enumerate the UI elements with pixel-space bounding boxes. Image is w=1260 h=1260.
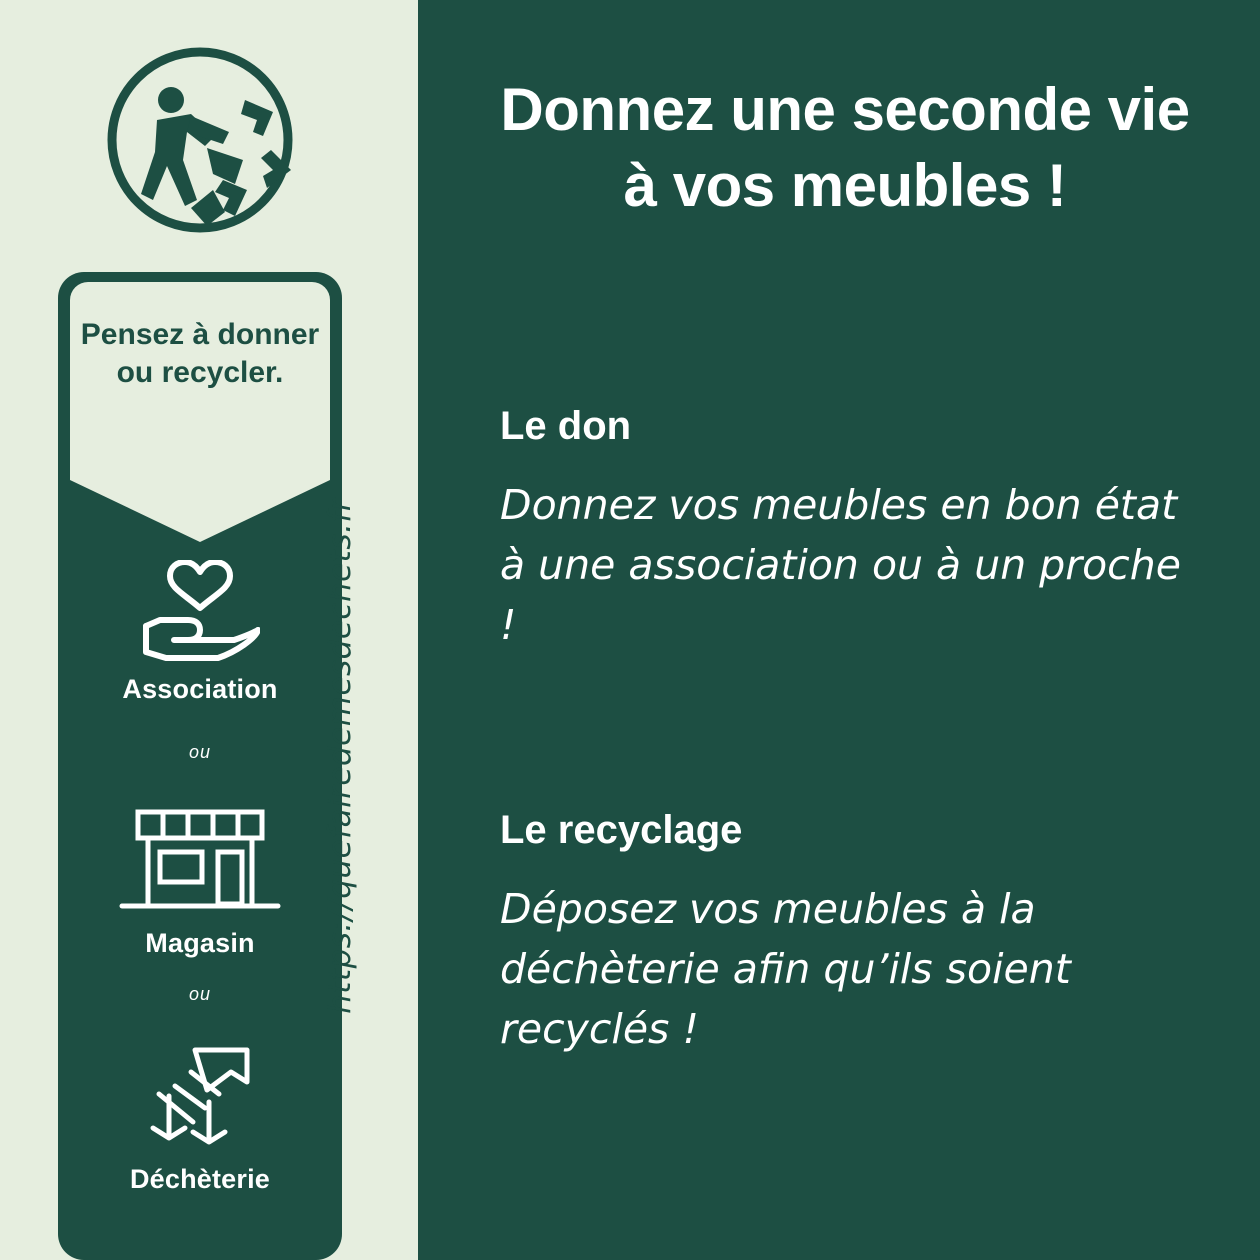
step-label: Association [122, 674, 278, 704]
separator-or: ou [188, 984, 212, 1004]
step-magasin [58, 806, 342, 959]
section-le-recyclage [500, 808, 1200, 1059]
section-title: Le don [500, 404, 632, 448]
callout-pointer [70, 480, 330, 542]
step-label: Magasin [145, 928, 255, 958]
step-association [58, 560, 342, 705]
section-le-don [500, 404, 1200, 655]
steps-card [58, 272, 342, 1260]
step-label: Déchèterie [129, 1164, 271, 1194]
recycling-center-icon [135, 1042, 265, 1154]
step-decheterie [58, 1042, 342, 1195]
callout-bubble [70, 282, 330, 480]
shop-storefront-icon [116, 806, 284, 918]
person-with-recycling-arrows-icon [95, 40, 305, 250]
separator-or: ou [188, 742, 212, 762]
headline-line-1: Donnez une seconde vie [500, 76, 1190, 143]
page-title [450, 72, 1240, 224]
section-title: Le recyclage [500, 808, 743, 852]
section-body: Déposez vos meubles à la déchèterie afin qu’ils soient recyclés ! [500, 885, 1071, 1053]
logo [95, 40, 305, 250]
website-url[interactable]: https://quefairedemesdechets.fr [322, 498, 358, 1014]
section-body: Donnez vos meubles en bon état à une association ou à un proche ! [500, 481, 1181, 649]
callout-text: Pensez à donner ou recycler. [80, 318, 320, 389]
headline-line-2: à vos meubles ! [623, 152, 1067, 219]
hand-holding-heart-icon [140, 560, 260, 664]
